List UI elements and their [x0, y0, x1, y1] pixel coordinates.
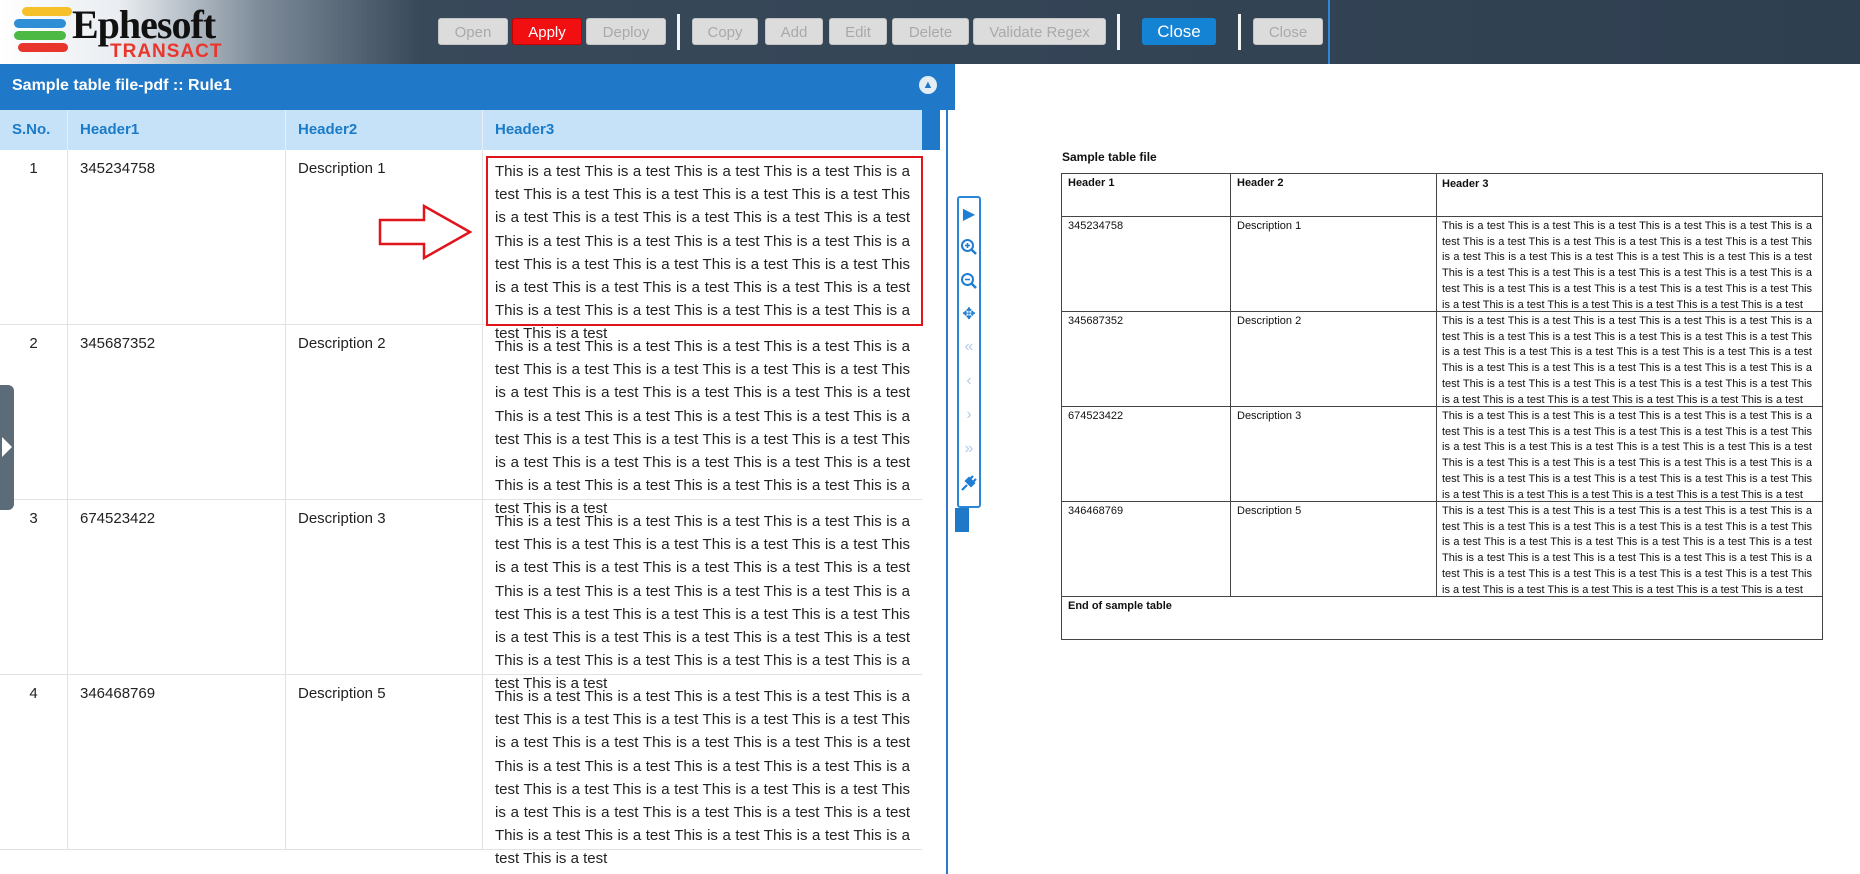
document-cell: 346468769	[1062, 502, 1231, 596]
validate-regex-button[interactable]: Validate Regex	[973, 18, 1106, 45]
plugin-icon[interactable]	[959, 474, 979, 497]
delete-button[interactable]: Delete	[892, 18, 969, 45]
document-footer-row	[1062, 597, 1822, 639]
zoom-in-icon[interactable]	[959, 238, 979, 261]
toolbar-divider	[1328, 0, 1330, 64]
document-title: Sample table file	[1062, 150, 1157, 164]
cell-highlight-box	[486, 156, 923, 326]
table-row[interactable]	[0, 325, 922, 518]
cell-header1[interactable]: 674523422	[68, 500, 286, 674]
close-button[interactable]: Close	[1142, 18, 1216, 45]
document-cell: Description 2	[1231, 312, 1437, 406]
document-row	[1062, 407, 1822, 502]
cell-header3[interactable]: This is a test This is a test This is a test This is a test This is a test This is a test This is a test This is a test This is a test This is a test This is a test This is a test This is a test This is a test This is a test This is a test This is a test This is a test This is a test This is a test This is a test This is a test This is a test This is a test This is a test This is a test This is a test This is a test This is a test This is a test This is a test This is a test This is a test This is a test	[495, 338, 910, 518]
edit-button[interactable]: Edit	[829, 18, 887, 45]
copy-button[interactable]: Copy	[692, 18, 758, 45]
column-header-header3[interactable]: Header3	[495, 121, 555, 138]
close-disabled-button[interactable]: Close	[1253, 18, 1323, 45]
viewer-toolbar	[957, 196, 981, 508]
logo-name: Ephesoft	[72, 2, 216, 47]
cell-header2[interactable]: Description 3	[286, 500, 483, 674]
document-footer: End of sample table	[1068, 600, 1172, 612]
column-header-sno[interactable]: S.No.	[0, 110, 68, 150]
deploy-button[interactable]: Deploy	[586, 18, 666, 45]
table-row[interactable]	[0, 500, 922, 693]
cell-header2[interactable]: Description 5	[286, 675, 483, 849]
prev-page-icon[interactable]: ‹	[966, 372, 972, 389]
document-cell: Description 5	[1231, 502, 1437, 596]
pan-icon[interactable]: ✥	[962, 306, 976, 323]
cell-header2[interactable]: Description 2	[286, 325, 483, 499]
table-row[interactable]	[0, 675, 922, 868]
zoom-out-icon[interactable]	[959, 272, 979, 295]
panel-title: Sample table file-pdf :: Rule1	[12, 77, 232, 94]
top-toolbar	[0, 0, 1860, 64]
toolbar-separator	[1117, 14, 1120, 50]
viewer-toolbar-handle[interactable]	[955, 508, 969, 532]
cell-sno: 1	[0, 150, 68, 324]
ephesoft-logo	[14, 4, 244, 62]
cell-header3[interactable]: This is a test This is a test This is a test This is a test This is a test This is a test This is a test This is a test This is a test This is a test This is a test This is a test This is a test This is a test This is a test This is a test This is a test This is a test This is a test This is a test This is a test This is a test This is a test This is a test This is a test This is a test This is a test This is a test This is a test This is a test This is a test This is a test This is a test This is a test	[495, 163, 910, 343]
document-cell: This is a test This is a test This is a test This is a test This is a test This is a test This is a test This is a test This is a test This is a test This is a test This is a test This is a test This is a test This is a test This is a test This is a test This is a test This is a test This is a test This is a test This is a test This is a test This is a test This is a test This is a test This is a test This is a test This is a test This is a test This is a test This is a test This is a test This is a test	[1442, 410, 1812, 501]
column-header-header2[interactable]: Header2	[286, 110, 483, 150]
document-header: Header 1	[1062, 174, 1231, 216]
document-cell: 345687352	[1062, 312, 1231, 406]
panel-header	[0, 64, 955, 110]
toolbar-separator	[1238, 14, 1241, 50]
document-header: Header 3	[1442, 178, 1489, 190]
cell-header2[interactable]: Description 1	[286, 150, 483, 324]
cell-header3[interactable]: This is a test This is a test This is a test This is a test This is a test This is a test This is a test This is a test This is a test This is a test This is a test This is a test This is a test This is a test This is a test This is a test This is a test This is a test This is a test This is a test This is a test This is a test This is a test This is a test This is a test This is a test This is a test This is a test This is a test This is a test This is a test This is a test This is a test This is a test	[495, 688, 910, 868]
cell-sno: 4	[0, 675, 68, 849]
cell-header1[interactable]: 345234758	[68, 150, 286, 324]
collapse-icon[interactable]: ▲	[919, 76, 937, 94]
document-cell: This is a test This is a test This is a test This is a test This is a test This is a test This is a test This is a test This is a test This is a test This is a test This is a test This is a test This is a test This is a test This is a test This is a test This is a test This is a test This is a test This is a test This is a test This is a test This is a test This is a test This is a test This is a test This is a test This is a test This is a test This is a test This is a test This is a test This is a test	[1442, 505, 1812, 596]
first-page-icon[interactable]: «	[964, 338, 974, 355]
apply-button[interactable]: Apply	[512, 18, 582, 45]
cell-header1[interactable]: 345687352	[68, 325, 286, 499]
document-row	[1062, 217, 1822, 312]
annotation-arrow-icon	[378, 204, 474, 260]
cell-header3[interactable]: This is a test This is a test This is a test This is a test This is a test This is a test This is a test This is a test This is a test This is a test This is a test This is a test This is a test This is a test This is a test This is a test This is a test This is a test This is a test This is a test This is a test This is a test This is a test This is a test This is a test This is a test This is a test This is a test This is a test This is a test This is a test This is a test This is a test This is a test	[495, 513, 910, 693]
document-cell: 674523422	[1062, 407, 1231, 501]
document-cell: This is a test This is a test This is a test This is a test This is a test This is a test This is a test This is a test This is a test This is a test This is a test This is a test This is a test This is a test This is a test This is a test This is a test This is a test This is a test This is a test This is a test This is a test This is a test This is a test This is a test This is a test This is a test This is a test This is a test This is a test This is a test This is a test This is a test This is a test	[1442, 315, 1812, 406]
document-cell: Description 1	[1231, 217, 1437, 311]
cell-sno: 2	[0, 325, 68, 499]
logo-subtitle: TRANSACT	[110, 41, 223, 62]
next-page-icon[interactable]: ›	[966, 406, 972, 423]
cell-header1[interactable]: 346468769	[68, 675, 286, 849]
document-row	[1062, 312, 1822, 407]
open-button[interactable]: Open	[438, 18, 508, 45]
add-button[interactable]: Add	[765, 18, 823, 45]
table-header	[0, 110, 922, 150]
document-cell: This is a test This is a test This is a test This is a test This is a test This is a test This is a test This is a test This is a test This is a test This is a test This is a test This is a test This is a test This is a test This is a test This is a test This is a test This is a test This is a test This is a test This is a test This is a test This is a test This is a test This is a test This is a test This is a test This is a test This is a test This is a test This is a test This is a test This is a test	[1442, 220, 1812, 311]
toolbar-separator	[677, 14, 680, 50]
play-icon[interactable]: ▶	[962, 206, 976, 223]
document-cell: 345234758	[1062, 217, 1231, 311]
panel-splitter[interactable]	[946, 110, 948, 874]
document-header-row	[1062, 174, 1822, 217]
cell-sno: 3	[0, 500, 68, 674]
scrollbar-thumb[interactable]	[922, 110, 940, 150]
document-table	[1061, 173, 1823, 640]
expand-side-panel-button[interactable]	[0, 385, 14, 510]
last-page-icon[interactable]: »	[964, 440, 974, 457]
document-header: Header 2	[1231, 174, 1437, 216]
column-header-header1[interactable]: Header1	[68, 110, 286, 150]
document-row	[1062, 502, 1822, 597]
document-cell: Description 3	[1231, 407, 1437, 501]
expand-arrow-icon	[2, 437, 12, 457]
